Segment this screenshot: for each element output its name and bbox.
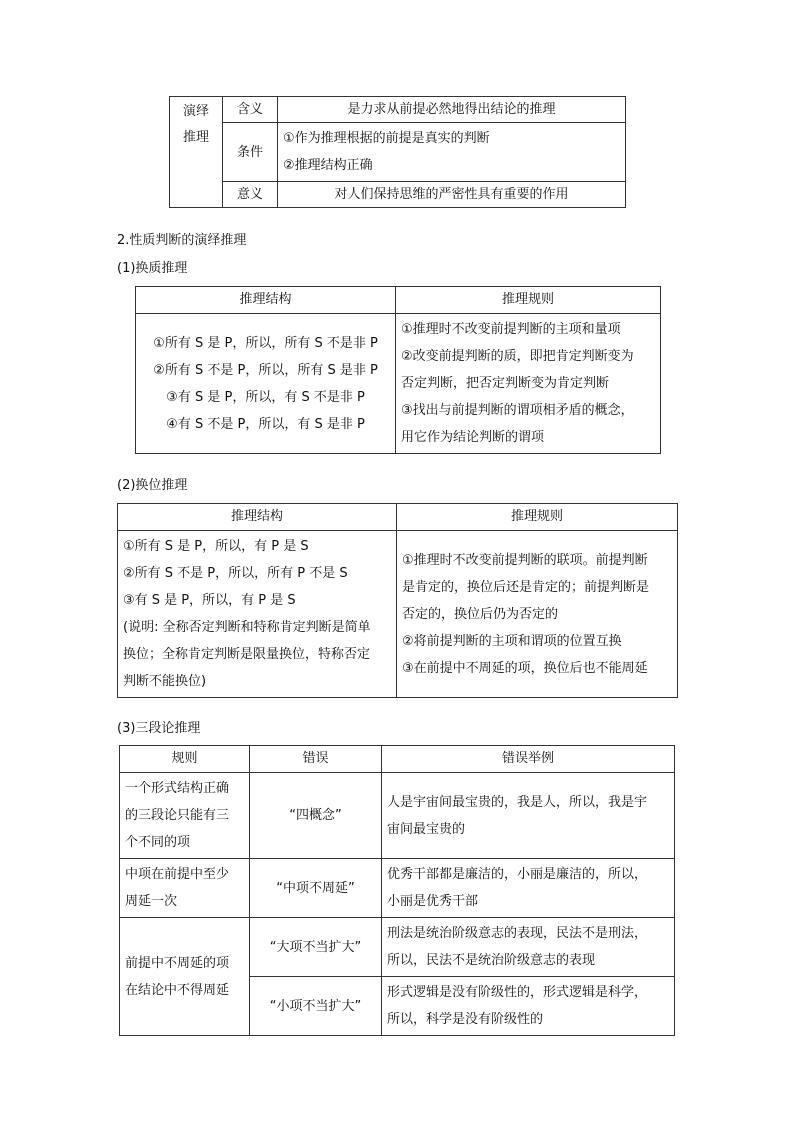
label-line: 推理 (182, 130, 209, 145)
structure-line: ③有 S 是 P，所以，有 P 是 S (123, 593, 296, 608)
error-cell: “小项不当扩大” (250, 977, 382, 1036)
rule-cell (397, 531, 678, 698)
row-label-meaning: 含义 (223, 97, 278, 123)
column-header: 错误举例 (382, 746, 675, 773)
rule-line: ①推理时不改变前提判断的联项。前提判断 (402, 552, 648, 568)
example-cell (382, 918, 675, 977)
subsection-title: (3)三段论推理 (117, 721, 201, 736)
example-line: 所以，科学是没有阶级性的 (387, 1012, 544, 1027)
structure-line: 换位；全称肯定判断是限量换位，特称否定 (123, 647, 371, 662)
meaning-text: 是力求从前提必然地得出结论的推理 (278, 97, 626, 123)
rule-line: ③找出与前提判断的谓项相矛盾的概念， (401, 403, 634, 418)
deductive-reasoning-table (169, 96, 626, 208)
rule-line: 否定判断，把否定判断变为肯定判断 (401, 376, 610, 391)
table-row (120, 859, 675, 918)
error-cell: “大项不当扩大” (250, 918, 382, 977)
subsection-title: (1)换质推理 (117, 261, 188, 276)
structure-line: ③有 S 是 P，所以，有 S 不是非 P (166, 389, 365, 405)
example-line: 优秀干部都是廉洁的，小丽是廉洁的，所以， (387, 867, 648, 882)
example-cell (382, 977, 675, 1036)
example-line: 所以，民法不是统治阶级意志的表现 (387, 953, 596, 968)
rule-line: 否定的，换位后仍为否定的 (402, 606, 559, 622)
conversion-table (117, 503, 678, 698)
structure-line: ④有 S 不是 P，所以，有 S 是非 P (166, 416, 365, 432)
column-header: 错误 (250, 746, 382, 773)
rule-line: ②将前提判断的主项和谓项的位置互换 (402, 633, 622, 649)
structure-line: ②所有 S 不是 P，所以，所有 P 不是 S (123, 566, 348, 581)
rule-line: 中项在前提中至少 (125, 867, 230, 882)
rule-line: 前提中不周延的项 (125, 955, 230, 971)
structure-line: ①所有 S 是 P，所以，有 P 是 S (123, 539, 309, 554)
example-line: 小丽是优秀干部 (387, 894, 479, 909)
rule-line: 的三段论只能有三 (125, 808, 230, 823)
row-label-significance: 意义 (223, 182, 278, 208)
subsection-title: (2)换位推理 (117, 478, 188, 493)
syllogism-table (119, 745, 675, 1036)
rule-line: 是肯定的，换位后还是肯定的；前提判断是 (402, 579, 650, 595)
structure-cell (118, 531, 397, 698)
significance-text: 对人们保持思维的严密性具有重要的作用 (278, 182, 626, 208)
structure-line: ②所有 S 不是 P，所以，所有 S 是非 P (153, 362, 378, 378)
example-line: 人是宇宙间最宝贵的，我是人，所以，我是宇 (387, 794, 648, 810)
rule-line: ①推理时不改变前提判断的主项和量项 (401, 322, 621, 337)
section-title: 2.性质判断的演绎推理 (117, 233, 247, 248)
rule-cell (120, 859, 250, 918)
example-cell (382, 859, 675, 918)
condition-line: ①作为推理根据的前提是真实的判断 (283, 131, 490, 146)
condition-text (278, 123, 626, 182)
structure-line: 判断不能换位) (123, 674, 207, 689)
rule-line: 在结论中不得周延 (125, 982, 230, 998)
rule-cell (120, 773, 250, 859)
table-row (120, 773, 675, 859)
structure-line: (说明: 全称否定判断和特称肯定判断是简单 (123, 620, 371, 635)
deductive-reasoning-label (170, 97, 223, 208)
table-row (120, 918, 675, 977)
obversion-table (135, 286, 661, 454)
error-cell: “四概念” (250, 773, 382, 859)
column-header: 推理结构 (118, 504, 397, 531)
label-line: 演绎 (182, 104, 209, 119)
column-header: 规则 (120, 746, 250, 773)
rule-line: ②改变前提判断的质，即把肯定判断变为 (401, 349, 634, 364)
rule-line: 个不同的项 (125, 835, 191, 850)
rule-line: ③在前提中不周延的项，换位后也不能周延 (402, 660, 648, 676)
column-header: 推理规则 (396, 287, 661, 314)
rule-line: 一个形式结构正确 (125, 781, 230, 796)
rule-cell (120, 918, 250, 1036)
structure-line: ①所有 S 是 P，所以，所有 S 不是非 P (153, 335, 378, 351)
example-line: 形式逻辑是没有阶级性的，形式逻辑是科学， (387, 985, 648, 1000)
row-label-condition: 条件 (223, 123, 278, 182)
example-line: 宙间最宝贵的 (387, 821, 466, 837)
column-header: 推理结构 (136, 287, 396, 314)
column-header: 推理规则 (397, 504, 678, 531)
example-line: 刑法是统治阶级意志的表现，民法不是刑法， (387, 926, 648, 941)
rule-cell (396, 314, 661, 454)
example-cell (382, 773, 675, 859)
rule-line: 用它作为结论判断的谓项 (401, 430, 545, 445)
structure-cell (136, 314, 396, 454)
rule-line: 周延一次 (125, 894, 178, 909)
condition-line: ②推理结构正确 (283, 158, 373, 173)
error-cell: “中项不周延” (250, 859, 382, 918)
